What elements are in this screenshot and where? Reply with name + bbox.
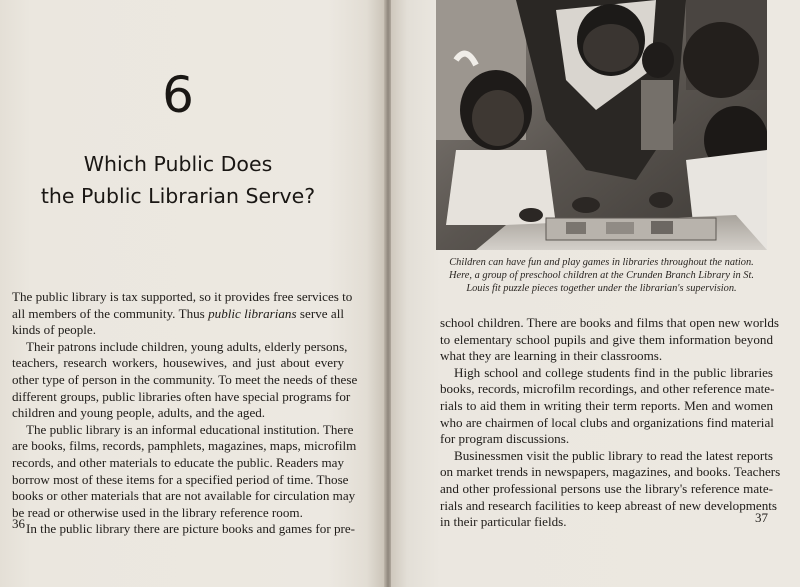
text-line: High school and college students find in the public libraries bbox=[454, 364, 773, 380]
text-line: on market trends in newspapers, magazines, and books. Teachers bbox=[440, 464, 781, 480]
chapter-title-line-1: Which Public Does bbox=[83, 152, 273, 176]
text-line: in their particular fields. bbox=[440, 514, 567, 530]
page-number-left: 36 bbox=[12, 516, 25, 531]
text-line: In the public library there are picture books and games for pre- bbox=[26, 521, 356, 537]
right-page bbox=[391, 0, 800, 587]
text-line: for program discussions. bbox=[440, 431, 570, 447]
paragraph bbox=[12, 289, 353, 339]
caption-line: Louis fit puzzle pieces together under the librarian's supervision. bbox=[466, 283, 737, 295]
text-line: borrow most of these items for a specified period of time. Those bbox=[12, 471, 349, 487]
paragraph bbox=[12, 421, 357, 522]
text-line: The public library is tax supported, so it provides free services to bbox=[12, 289, 353, 304]
photo-caption bbox=[436, 256, 767, 296]
page-number-right: 37 bbox=[755, 510, 768, 525]
text-line: school children. There are books and films that open new worlds bbox=[440, 315, 780, 330]
paragraph bbox=[440, 447, 781, 531]
library-photo bbox=[436, 0, 767, 250]
text-line: The public library is an informal educational institution. There bbox=[26, 421, 354, 437]
chapter-title bbox=[0, 148, 356, 212]
text-line: to elementary school pupils and give them information beyond bbox=[440, 331, 773, 347]
right-body-text bbox=[440, 315, 781, 531]
text-line: rials to aid them in writing their term reports. Men and women bbox=[440, 397, 773, 413]
text-line: other type of person in the community. To meet the needs of these bbox=[12, 371, 358, 387]
text-line: be read or otherwise used in the library reference room. bbox=[12, 504, 303, 520]
text-line: what they are learning in their classrooms. bbox=[440, 348, 663, 364]
text-line: children and young people, adults, and the aged. bbox=[12, 405, 266, 421]
text-line: Businessmen visit the public library to read the latest reports bbox=[454, 447, 773, 463]
chapter-number: 6 bbox=[162, 66, 194, 124]
text-line: rials and research facilities to keep abreast of new developments bbox=[440, 497, 778, 513]
text-line: are books, films, records, pamphlets, magazines, maps, microfilm bbox=[12, 438, 357, 454]
text-line: records, and other materials to educate the public. Readers may bbox=[12, 454, 344, 470]
text-line: teachers, research workers, housewives, and just about every bbox=[12, 355, 344, 371]
paragraph bbox=[12, 521, 356, 538]
text-line: kinds of people. bbox=[12, 322, 97, 338]
chapter-title-line-2: the Public Librarian Serve? bbox=[40, 184, 316, 208]
photo-illustration bbox=[436, 0, 767, 250]
text-line: and other professional persons use the library's reference mate- bbox=[440, 480, 773, 496]
caption-line: Here, a group of preschool children at the Crunden Branch Library in St. bbox=[449, 270, 754, 282]
text-line: different groups, public libraries often have special programs for bbox=[12, 388, 351, 404]
text-line: books, records, microfilm recordings, and other reference mate- bbox=[440, 381, 775, 397]
paragraph bbox=[440, 365, 773, 448]
left-page bbox=[0, 0, 386, 587]
text-line: books or other materials that are not available for circulation may bbox=[12, 488, 356, 504]
text-line: Their patrons include children, young adults, elderly persons, bbox=[26, 338, 348, 354]
text-line: all members of the community. Thus public librarians serve all bbox=[12, 305, 344, 321]
left-body-text bbox=[12, 289, 358, 538]
text-line: who are chairmen of local clubs and organizations find material bbox=[440, 414, 774, 430]
caption-line: Children can have fun and play games in libraries throughout the nation. bbox=[449, 257, 754, 268]
paragraph bbox=[440, 315, 780, 365]
paragraph bbox=[12, 338, 358, 422]
